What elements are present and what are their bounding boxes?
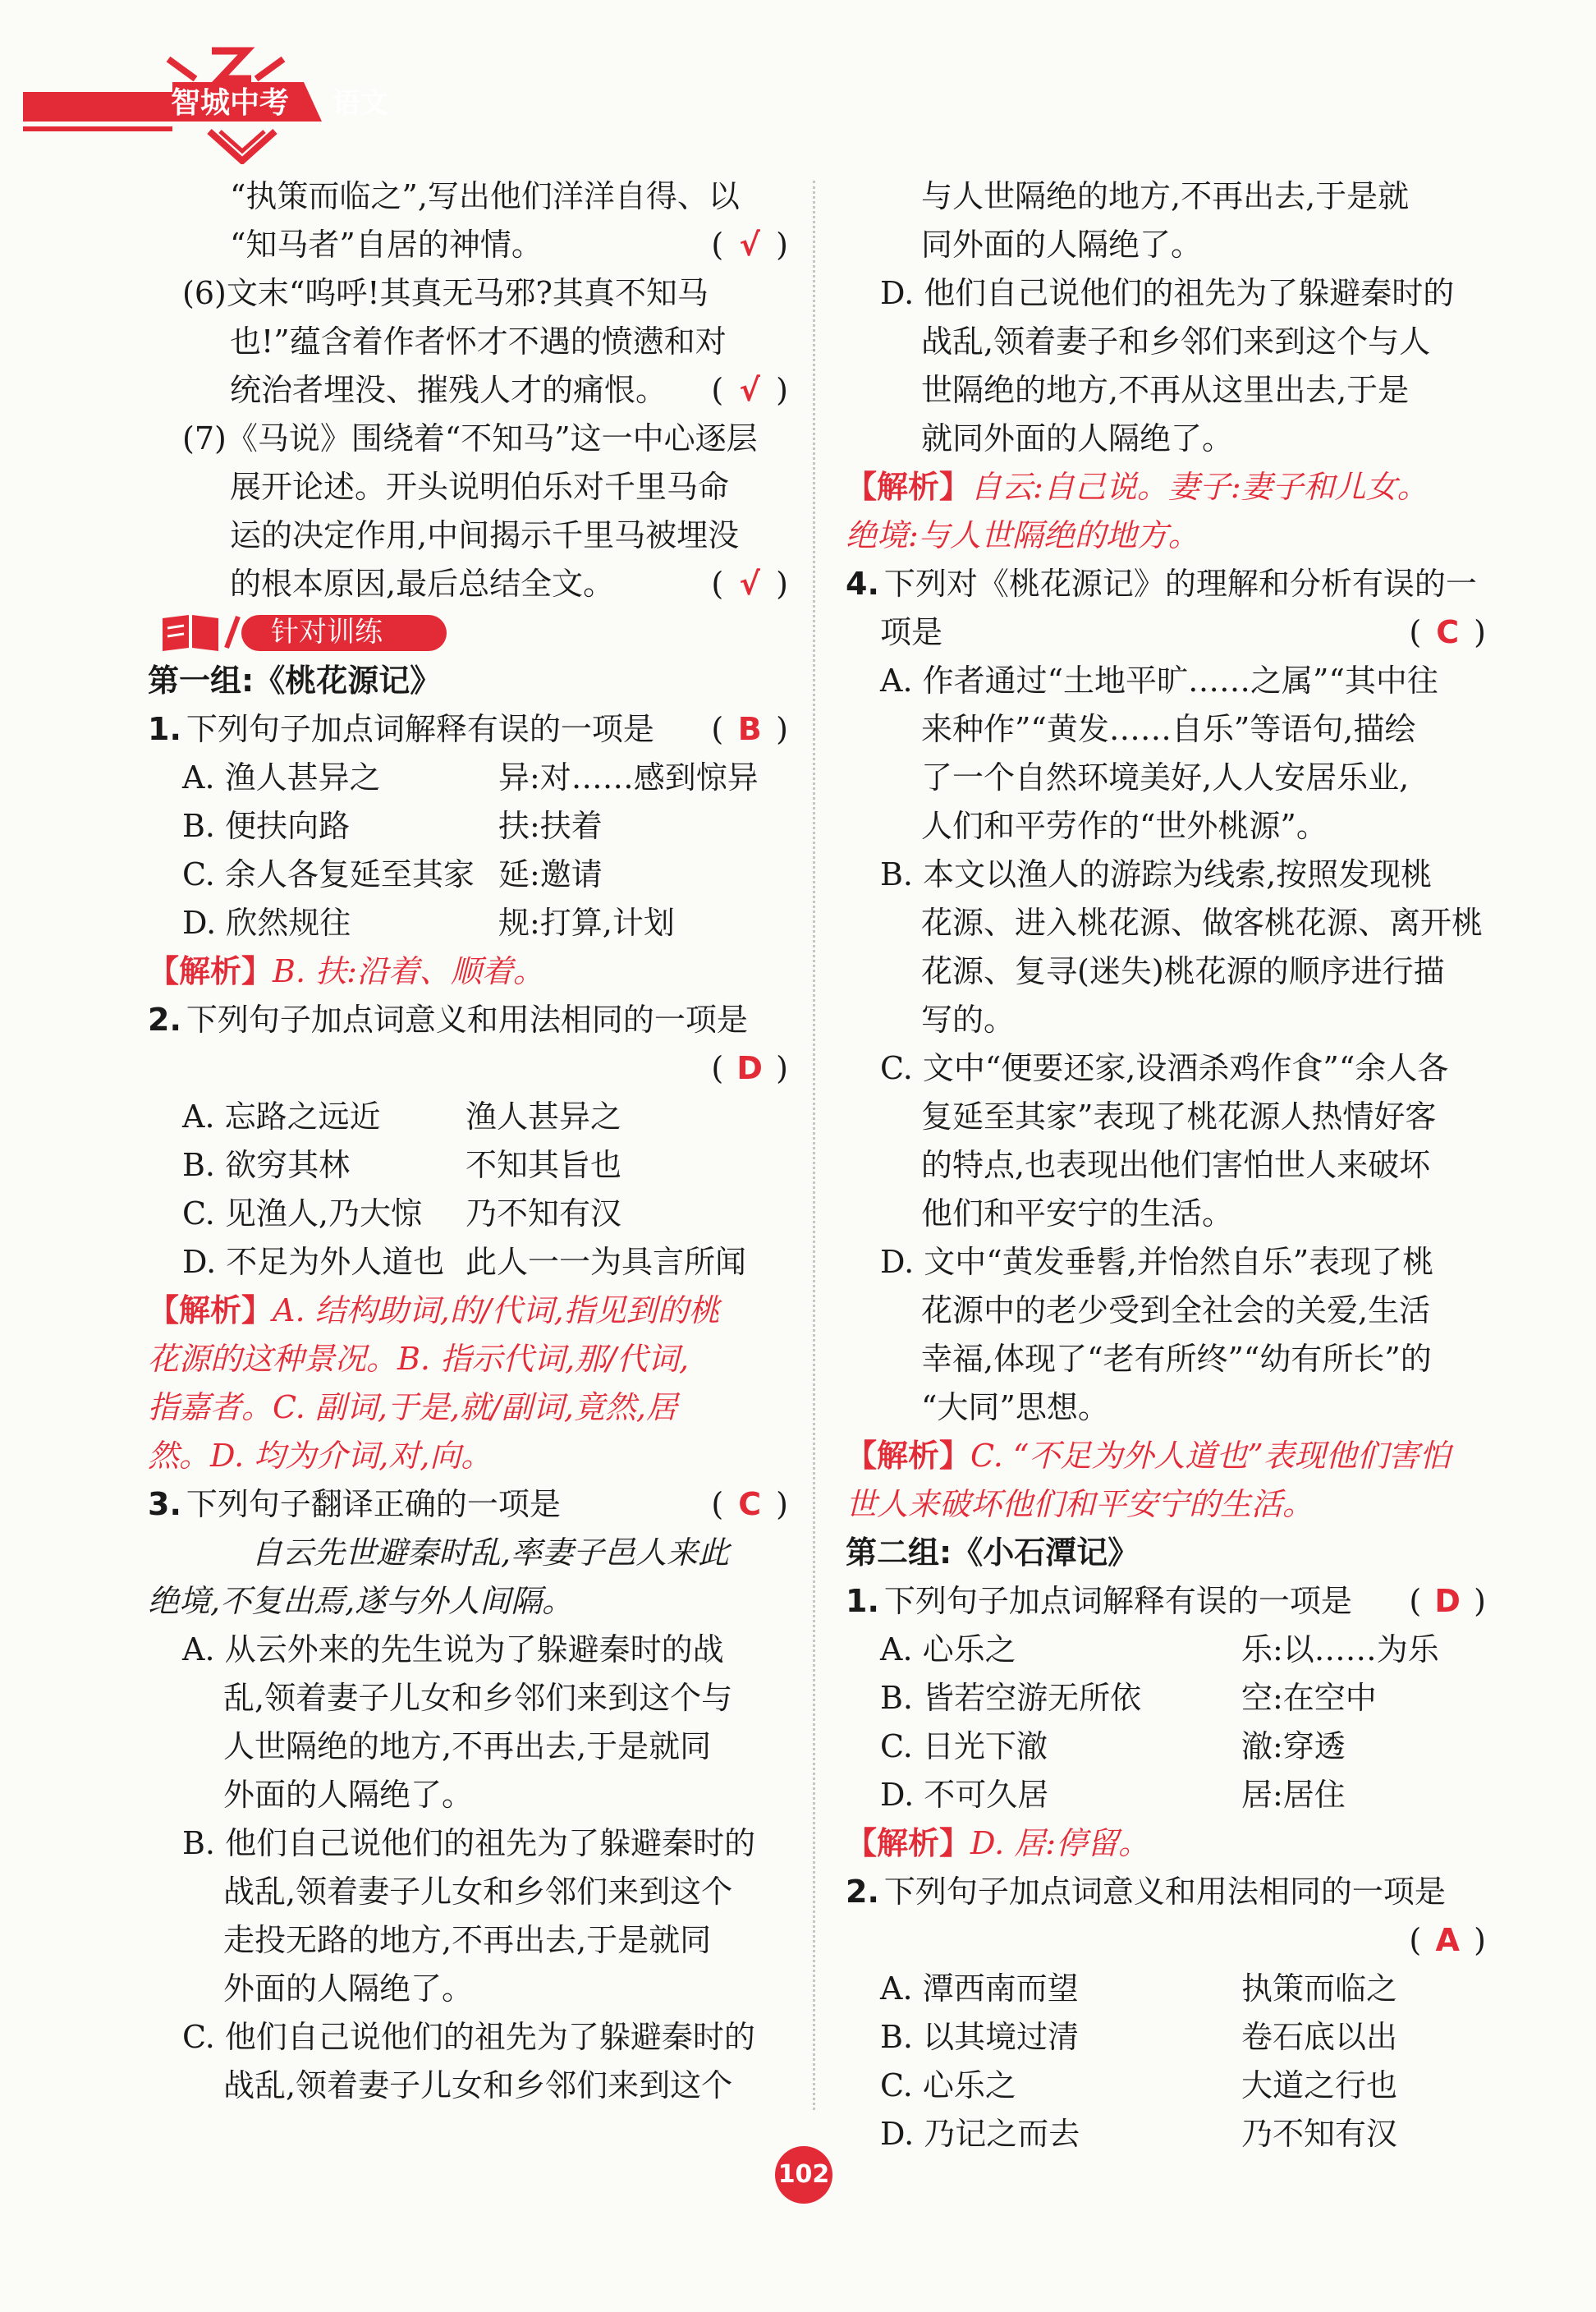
option-line: 战乱,领着妻子和乡邻们来到这个与人 bbox=[921, 323, 1431, 360]
option-line: 战乱,领着妻子儿女和乡邻们来到这个 bbox=[223, 2067, 733, 2103]
option-line: C. 他们自己说他们的祖先为了躲避秦时的 bbox=[182, 2019, 755, 2055]
option-row: B. 便扶向路 扶:扶着 bbox=[182, 808, 603, 844]
text-line: 的根本原因,最后总结全文。 ( √ ) bbox=[148, 560, 788, 608]
option-row: C. 日光下澈 澈:穿透 bbox=[880, 1728, 1346, 1764]
analysis-line: 花源的这种景况。B. 指示代词,那/代词, bbox=[148, 1341, 690, 1377]
subject-label: 语文 bbox=[332, 87, 388, 120]
option-line: 的特点,也表现出他们害怕世人来破坏 bbox=[921, 1147, 1431, 1183]
question-stem: 2. 下列句子加点词意义和用法相同的一项是 bbox=[846, 1874, 1446, 1910]
analysis: 【解析】C. “不足为外人道也”表现他们害怕 bbox=[846, 1438, 1451, 1474]
answer-mark: ( A ) bbox=[1409, 1922, 1486, 1958]
answer-mark: ( D ) bbox=[711, 1050, 788, 1086]
text-line: 展开论述。开头说明伯乐对千里马命 bbox=[230, 469, 730, 505]
option-line: 来种作”“黄发……自乐”等语句,描绘 bbox=[921, 711, 1416, 747]
option-row: C. 见渔人,乃大惊 乃不知有汉 bbox=[182, 1195, 622, 1232]
tick-icon: √ bbox=[739, 227, 760, 263]
option-line: 外面的人隔绝了。 bbox=[223, 1970, 474, 2007]
analysis-line: 然。D. 均为介词,对,向。 bbox=[148, 1438, 493, 1474]
option-row: C. 心乐之 大道之行也 bbox=[880, 2067, 1398, 2103]
text-line: “执策而临之”,写出他们洋洋自得、以 bbox=[230, 178, 740, 214]
option-line: A. 作者通过“土地平旷……之属”“其中往 bbox=[880, 663, 1438, 699]
group2-title: 第二组:《小石潭记》 bbox=[846, 1534, 1140, 1571]
option-row: B. 皆若空游无所依 空:在空中 bbox=[880, 1680, 1377, 1716]
option-line: 同外面的人隔绝了。 bbox=[921, 227, 1203, 263]
analysis: 【解析】A. 结构助词,的/代词,指见到的桃 bbox=[148, 1292, 720, 1328]
analysis: 【解析】B. 扶:沿着、顺着。 bbox=[148, 953, 544, 989]
page-number: 102 bbox=[775, 2146, 832, 2204]
option-line: 外面的人隔绝了。 bbox=[223, 1777, 474, 1813]
option-line: 他们和平安宁的生活。 bbox=[921, 1195, 1234, 1232]
option-row: A. 心乐之 乐:以……为乐 bbox=[880, 1631, 1439, 1667]
option-row: A. 渔人甚异之 异:对……感到惊异 bbox=[182, 759, 759, 796]
answer-mark: ( √ ) bbox=[711, 366, 788, 415]
column-divider bbox=[813, 181, 815, 2110]
option-line: 乱,领着妻子儿女和乡邻们来到这个与 bbox=[223, 1680, 733, 1716]
option-line: 走投无路的地方,不再出去,于是就同 bbox=[223, 1922, 712, 1958]
option-row: D. 不可久居 居:居住 bbox=[880, 1777, 1346, 1813]
question-stem-cont: 项是 ( C ) bbox=[846, 608, 1486, 657]
text-line: “知马者”自居的神情。 ( √ ) bbox=[148, 221, 788, 269]
question-stem: 1. 下列句子加点词解释有误的一项是 ( B ) bbox=[148, 705, 788, 754]
option-line: 人世隔绝的地方,不再出去,于是就同 bbox=[223, 1728, 712, 1764]
option-row: D. 不足为外人道也 此人一一为具言所闻 bbox=[182, 1244, 747, 1280]
answer-mark: ( √ ) bbox=[711, 221, 788, 269]
option-line: 复延至其家”表现了桃花源人热情好客 bbox=[921, 1099, 1437, 1135]
option-line: 人们和平劳作的“世外桃源”。 bbox=[921, 808, 1328, 844]
group1-title: 第一组:《桃花源记》 bbox=[148, 663, 442, 699]
analysis: 【解析】自云:自己说。妻子:妻子和儿女。 bbox=[846, 469, 1429, 505]
question-stem: 3. 下列句子翻译正确的一项是 ( C ) bbox=[148, 1480, 788, 1529]
option-line: C. 文中“便要还家,设酒杀鸡作食”“余人各 bbox=[880, 1050, 1449, 1086]
question-stem: 2. 下列句子加点词意义和用法相同的一项是 bbox=[148, 1002, 748, 1038]
option-line: 就同外面的人隔绝了。 bbox=[921, 420, 1234, 456]
option-line: 世隔绝的地方,不再从这里出去,于是 bbox=[921, 372, 1410, 408]
option-row: A. 潭西南而望 执策而临之 bbox=[880, 1970, 1398, 2007]
option-line: 花源中的老少受到全社会的关爱,生活 bbox=[921, 1292, 1431, 1328]
option-line: 花源、复寻(迷失)桃花源的顺序进行描 bbox=[921, 953, 1445, 989]
brand-logo bbox=[0, 0, 493, 164]
option-line: D. 文中“黄发垂髫,并怡然自乐”表现了桃 bbox=[880, 1244, 1434, 1280]
answer-mark: ( √ ) bbox=[711, 560, 788, 608]
answer-mark: ( B ) bbox=[711, 711, 788, 747]
option-row: C. 余人各复延至其家 延:邀请 bbox=[182, 856, 603, 892]
option-line: 战乱,领着妻子儿女和乡邻们来到这个 bbox=[223, 1874, 733, 1910]
text-line: (7)《马说》围绕着“不知马”这一中心逐层 bbox=[182, 420, 758, 456]
section-badge bbox=[148, 608, 788, 657]
analysis-line: 指嘉者。C. 副词,于是,就/副词,竟然,居 bbox=[148, 1389, 677, 1425]
answer-mark: ( C ) bbox=[1409, 614, 1486, 650]
option-line: 花源、进入桃花源、做客桃花源、离开桃 bbox=[921, 905, 1484, 941]
option-row: D. 欣然规往 规:打算,计划 bbox=[182, 905, 675, 941]
answer-line bbox=[846, 1916, 1486, 1965]
right-column bbox=[846, 172, 1486, 2158]
answer-line bbox=[148, 1044, 788, 1093]
option-line: 写的。 bbox=[921, 1002, 1016, 1038]
option-line: 与人世隔绝的地方,不再出去,于是就 bbox=[921, 178, 1410, 214]
text-line: 统治者埋没、摧残人才的痛恨。 ( √ ) bbox=[148, 366, 788, 415]
analysis: 【解析】D. 居:停留。 bbox=[846, 1825, 1150, 1861]
option-row: A. 忘路之远近 渔人甚异之 bbox=[182, 1099, 622, 1135]
option-line: 了一个自然环境美好,人人安居乐业, bbox=[921, 759, 1410, 796]
text-line: (6)文末“呜呼!其真无马邪?其真不知马 bbox=[182, 275, 709, 311]
option-line: D. 他们自己说他们的祖先为了躲避秦时的 bbox=[880, 275, 1455, 311]
tick-icon: √ bbox=[739, 566, 760, 602]
answer-mark: ( C ) bbox=[711, 1486, 788, 1522]
section-badge-label: 针对训练 bbox=[271, 616, 383, 649]
page-header bbox=[0, 0, 1596, 164]
left-column bbox=[148, 172, 788, 2110]
option-line: “大同”思想。 bbox=[921, 1389, 1109, 1425]
option-row: D. 乃记之而去 乃不知有汉 bbox=[880, 2116, 1398, 2152]
option-row: B. 欲穷其林 不知其旨也 bbox=[182, 1147, 622, 1183]
question-stem: 1. 下列句子加点词解释有误的一项是 ( D ) bbox=[846, 1577, 1486, 1626]
answer-mark: ( D ) bbox=[1409, 1583, 1486, 1619]
analysis-line: 绝境:与人世隔绝的地方。 bbox=[846, 517, 1199, 553]
brand-name: 智城中考 bbox=[170, 86, 289, 120]
text-line: 运的决定作用,中间揭示千里马被埋没 bbox=[230, 517, 740, 553]
tick-icon: √ bbox=[739, 372, 760, 408]
text-line: 也!”蕴含着作者怀才不遇的愤懑和对 bbox=[230, 323, 727, 360]
option-line: B. 本文以渔人的游踪为线索,按照发现桃 bbox=[880, 856, 1433, 892]
option-line: A. 从云外来的先生说为了躲避秦时的战 bbox=[182, 1631, 724, 1667]
quote-line: 自云先世避秦时乱,率妻子邑人来此 bbox=[251, 1534, 730, 1571]
quote-line: 绝境,不复出焉,遂与外人间隔。 bbox=[148, 1583, 574, 1619]
option-line: 幸福,体现了“老有所终”“幼有所长”的 bbox=[921, 1341, 1432, 1377]
option-line: B. 他们自己说他们的祖先为了躲避秦时的 bbox=[182, 1825, 756, 1861]
question-stem: 4. 下列对《桃花源记》的理解和分析有误的一 bbox=[846, 566, 1477, 602]
option-row: B. 以其境过清 卷石底以出 bbox=[880, 2019, 1398, 2055]
analysis-line: 世人来破坏他们和平安宁的生活。 bbox=[846, 1486, 1314, 1522]
